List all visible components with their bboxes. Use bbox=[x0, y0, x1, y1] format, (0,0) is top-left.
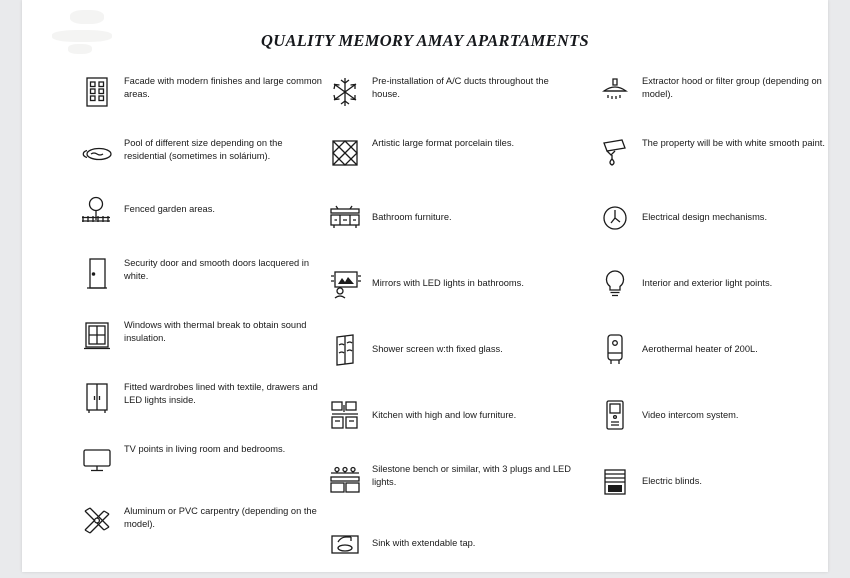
electric-blinds-icon bbox=[592, 462, 638, 502]
list-item bbox=[322, 198, 572, 238]
list-item-label: Windows with thermal break to obtain sound insulation. bbox=[124, 320, 307, 344]
list-item-label: Aluminum or PVC carpentry (depending on the model). bbox=[124, 506, 317, 530]
list-item bbox=[592, 396, 832, 436]
list-item bbox=[322, 264, 572, 304]
list-item bbox=[592, 330, 832, 370]
list-item bbox=[74, 254, 324, 294]
list-item bbox=[322, 396, 572, 436]
list-item-label: Pre-installation of A/C ducts throughout the house. bbox=[372, 76, 549, 100]
list-item bbox=[322, 330, 572, 370]
bathroom-furniture-icon bbox=[322, 198, 368, 238]
feature-column-left bbox=[74, 72, 324, 556]
list-item-label: Sink with extendable tap. bbox=[372, 538, 476, 549]
security-door-icon bbox=[74, 254, 120, 294]
electrical-mechanism-icon bbox=[592, 198, 638, 238]
video-intercom-icon bbox=[592, 396, 638, 436]
list-item-label: Security door and smooth doors lacquered in white. bbox=[124, 258, 310, 282]
list-item bbox=[592, 72, 832, 112]
list-item-label: Artistic large format porcelain tiles. bbox=[372, 138, 515, 148]
list-item-label: Extractor hood or filter group (depending on model). bbox=[642, 76, 822, 100]
list-item-label: Kitchen with high and low furniture. bbox=[372, 410, 517, 421]
list-item-label: Electrical design mechanisms. bbox=[642, 212, 768, 223]
list-item bbox=[322, 524, 572, 564]
carpentry-icon bbox=[74, 502, 120, 542]
wardrobe-icon bbox=[74, 378, 120, 418]
list-item-label: Mirrors with LED lights in bathrooms. bbox=[372, 278, 524, 289]
list-item bbox=[592, 134, 832, 174]
water-heater-icon bbox=[592, 330, 638, 370]
list-item bbox=[74, 134, 324, 174]
list-item bbox=[74, 190, 324, 230]
list-item bbox=[74, 440, 324, 480]
feature-column-middle bbox=[322, 72, 572, 578]
television-icon bbox=[74, 440, 120, 480]
sink-tap-icon bbox=[322, 524, 368, 564]
list-item bbox=[74, 316, 324, 356]
list-item-label: Electric blinds. bbox=[642, 476, 702, 487]
air-conditioning-icon bbox=[322, 72, 368, 112]
shower-screen-icon bbox=[322, 330, 368, 370]
list-item-label: TV points in living room and bedrooms. bbox=[124, 444, 286, 454]
list-item-label: Aerothermal heater of 200L. bbox=[642, 344, 758, 355]
list-item bbox=[322, 460, 572, 500]
paper-smudge-1 bbox=[70, 10, 104, 24]
list-item bbox=[74, 72, 324, 112]
mirror-led-icon bbox=[322, 264, 368, 304]
list-item-label: Pool of different size depending on the residential (sometimes in solárium). bbox=[124, 138, 283, 162]
list-item bbox=[592, 264, 832, 304]
list-item-label: Silestone bench or similar, with 3 plugs and LED lights. bbox=[372, 464, 571, 488]
swimming-pool-icon bbox=[74, 134, 120, 174]
list-item-label: Facade with modern finishes and large common areas. bbox=[124, 76, 322, 100]
list-item bbox=[74, 502, 324, 542]
list-item-label: Video intercom system. bbox=[642, 410, 739, 421]
page-title: QUALITY MEMORY AMAY APARTAMENTS bbox=[261, 31, 589, 50]
kitchen-furniture-icon bbox=[322, 396, 368, 436]
feature-column-right bbox=[592, 72, 832, 516]
paint-roller-icon bbox=[592, 134, 638, 174]
building-facade-icon bbox=[74, 72, 120, 112]
list-item bbox=[322, 72, 572, 112]
list-item bbox=[322, 134, 572, 174]
porcelain-tiles-icon bbox=[322, 134, 368, 174]
document-page bbox=[22, 0, 828, 572]
list-item bbox=[592, 462, 832, 502]
window-icon bbox=[74, 316, 120, 356]
extractor-hood-icon bbox=[592, 72, 638, 112]
silestone-bench-icon bbox=[322, 460, 368, 500]
list-item-label: Interior and exterior light points. bbox=[642, 278, 773, 289]
list-item bbox=[592, 198, 832, 238]
list-item bbox=[74, 378, 324, 418]
list-item-label: Fenced garden areas. bbox=[124, 204, 215, 215]
list-item-label: Fitted wardrobes lined with textile, drawers and LED lights inside. bbox=[124, 382, 318, 406]
list-item-label: The property will be with white smooth paint. bbox=[642, 138, 825, 148]
list-item-label: Bathroom furniture. bbox=[372, 212, 452, 223]
fenced-garden-icon bbox=[74, 190, 120, 230]
list-item-label: Shower screen w:th fixed glass. bbox=[372, 344, 503, 355]
light-bulb-icon bbox=[592, 264, 638, 304]
